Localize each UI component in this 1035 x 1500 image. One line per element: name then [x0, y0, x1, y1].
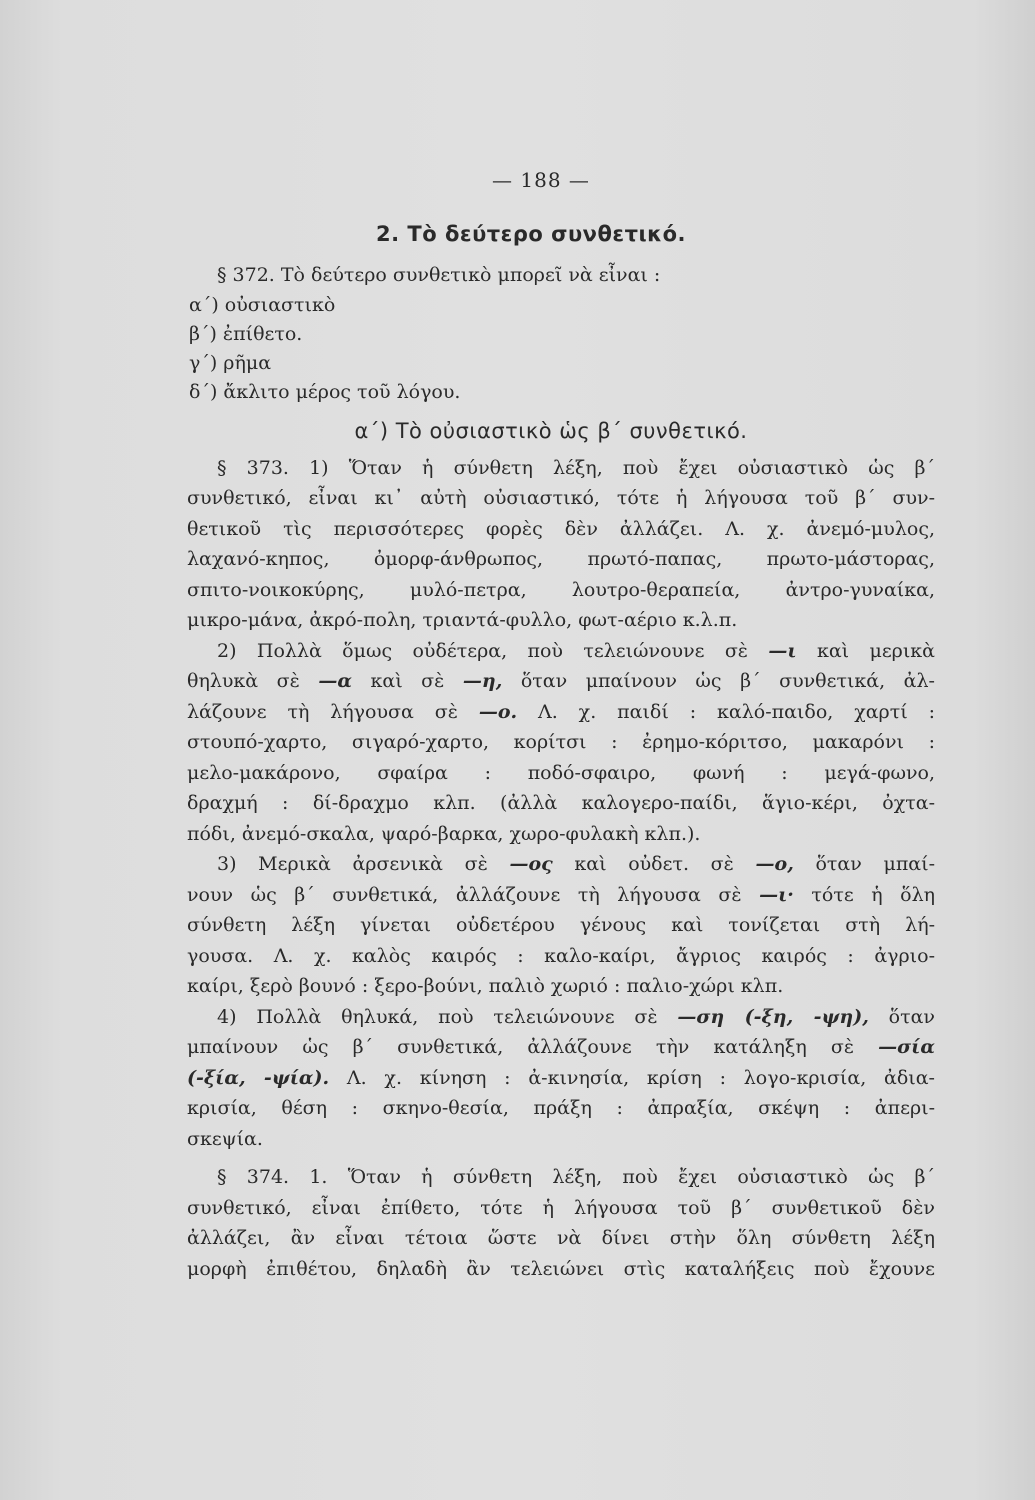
text-span: θηλυκὰ σὲ: [187, 670, 319, 692]
text-line: [187, 880, 935, 911]
page-content: [187, 168, 935, 1284]
text-line: [187, 1032, 935, 1063]
paragraph-372: [187, 260, 935, 291]
text-line: πόδι, ἀνεμό-σκαλα, ψαρό-βαρκα, χωρο-φυλακὴ κλπ.).: [187, 822, 701, 845]
text-line: δραχμή : δί-δραχμο κλπ. (ἀλλὰ καλογερο-παίδι, ἅγιο-κέρι, ὀχτα-: [187, 792, 935, 814]
list-item: α΄) οὐσιαστικὸ: [189, 293, 336, 316]
ending-marker: —ι·: [759, 883, 794, 906]
text-line: [187, 697, 935, 728]
text-span: λάζουνε τὴ λήγουσα σὲ: [187, 700, 479, 723]
list-item: δ΄) ἄκλιτο μέρος τοῦ λόγου.: [189, 380, 461, 403]
text-span: καὶ οὐδετ. σὲ: [552, 853, 756, 875]
text-line: σπιτο-νοικοκύρης, μυλό-πετρα, λουτρο-θεραπεία, ἀντρο-γυναίκα,: [187, 578, 935, 601]
paragraph-373-1: [187, 453, 935, 636]
paragraph-372-intro: § 372. Τὸ δεύτερο συνθετικὸ μπορεῖ νὰ εἶναι :: [217, 264, 661, 286]
text-span: ὅταν μπαί-: [793, 853, 936, 875]
text-line: [187, 1002, 935, 1033]
component-list: [187, 291, 935, 407]
text-line: [187, 636, 935, 667]
text-line: λαχανό-κηπος, ὀμορφ-άνθρωπος, πρωτό-παπας, πρωτο-μάστορας,: [187, 548, 935, 570]
text-line: § 373. 1) Ὅταν ἡ σύνθετη λέξη, ποὺ ἔχει οὐσιαστικὸ ὡς β΄: [217, 456, 935, 479]
text-span: Λ. χ. κίνηση : ἀ-κινησία, κρίση : λογο-κρισία, ἀδια-: [329, 1066, 935, 1089]
ending-marker: —ο.: [478, 700, 518, 723]
ending-marker: —ος: [509, 853, 553, 875]
ending-marker: —η,: [462, 670, 503, 692]
paragraph-373-2: [187, 636, 935, 850]
text-line: ἀλλάζει, ἂν εἶναι τέτοια ὥστε νὰ δίνει στὴν ὅλη σύνθετη λέξη: [187, 1227, 935, 1249]
text-span: 2) Πολλὰ ὅμως οὐδέτερα, ποὺ τελειώνουνε σὲ: [217, 639, 769, 662]
text-span: τότε ἡ ὅλη: [793, 883, 936, 906]
text-span: ὅταν: [868, 1005, 935, 1028]
text-span: καὶ σὲ: [351, 670, 463, 692]
text-line: γουσα. Λ. χ. καλὸς καιρός : καλο-καίρι, ἄγριος καιρός : ἀγριο-: [187, 944, 935, 967]
text-line: θετικοῦ τὶς περισσότερες φορὲς δὲν ἀλλάζει. Λ. χ. ἀνεμό-μυλος,: [187, 517, 935, 540]
ending-marker: —σία: [878, 1036, 935, 1058]
text-line: [187, 1063, 935, 1094]
text-span: μπαίνουν ὡς β΄ συνθετικά, ἀλλάζουνε τὴν κατάληξη σὲ: [187, 1036, 879, 1058]
text-line: συνθετικό, εἶναι ἐπίθετο, τότε ἡ λήγουσα τοῦ β΄ συνθετικοῦ δὲν: [187, 1196, 935, 1219]
text-line: [187, 849, 935, 880]
text-line: § 374. 1. Ὅταν ἡ σύνθετη λέξη, ποὺ ἔχει οὐσιαστικὸ ὡς β΄: [217, 1166, 935, 1188]
text-line: [187, 666, 935, 697]
text-line: σκεψία.: [187, 1127, 263, 1150]
text-span: Λ. χ. παιδί : καλό-παιδο, χαρτί :: [517, 700, 935, 723]
ending-marker: —ο,: [755, 853, 794, 875]
list-item: γ΄) ρῆμα: [189, 351, 272, 374]
ending-marker: —ση (-ξη, -ψη),: [677, 1005, 869, 1028]
text-span: 3) Μερικὰ ἀρσενικὰ σὲ: [217, 853, 510, 875]
paragraph-373-4: [187, 1002, 935, 1155]
paragraph-374: [187, 1162, 935, 1284]
text-line: μελο-μακάρονο, σφαίρα : ποδό-σφαιρο, φωνή : μεγά-φωνο,: [187, 761, 935, 784]
text-span: νουν ὡς β΄ συνθετικά, ἀλλάζουνε τὴ λήγουσα σὲ: [187, 883, 760, 906]
ending-marker: —ι: [768, 639, 797, 662]
text-span: ὅταν μπαίνουν ὡς β΄ συνθετικά, ἀλ-: [502, 670, 935, 692]
text-line: σύνθετη λέξη γίνεται οὐδετέρου γένους καὶ τονίζεται στὴ λή-: [187, 914, 935, 936]
section-title: 2. Τὸ δεύτερο συνθετικό.: [376, 222, 686, 246]
paragraph-373-3: [187, 849, 935, 1002]
subsection-title: α΄) Τὸ οὐσιαστικὸ ὡς β΄ συνθετικό.: [354, 418, 748, 443]
text-span: καὶ μερικὰ: [796, 639, 935, 662]
text-line: συνθετικό, εἶναι κι᾿ αὐτὴ οὐσιαστικό, τότε ἡ λήγουσα τοῦ β΄ συν-: [187, 487, 935, 509]
text-span: 4) Πολλὰ θηλυκά, ποὺ τελειώνουνε σὲ: [217, 1005, 678, 1028]
text-line: κρισία, θέση : σκηνο-θεσία, πράξη : ἀπραξία, σκέψη : ἀπερι-: [187, 1097, 935, 1119]
page-number: — 188 —: [492, 168, 590, 192]
ending-marker: —α: [318, 670, 352, 692]
text-line: στουπό-χαρτο, σιγαρό-χαρτο, κορίτσι : ἐρημο-κόριτσο, μακαρόνι :: [187, 731, 935, 753]
text-line: μορφὴ ἐπιθέτου, δηλαδὴ ἂν τελειώνει στὶς καταλήξεις ποὺ ἔχουνε: [187, 1257, 935, 1280]
text-line: καίρι, ξερὸ βουνό : ξερο-βούνι, παλιὸ χωριό : παλιο-χώρι κλπ.: [187, 975, 784, 997]
text-line: μικρο-μάνα, ἀκρό-πολη, τριαντά-φυλλο, φωτ-αέριο κ.λ.π.: [187, 609, 738, 631]
ending-marker: (-ξία, -ψία).: [187, 1066, 330, 1089]
list-item: β΄) ἐπίθετο.: [189, 322, 303, 345]
